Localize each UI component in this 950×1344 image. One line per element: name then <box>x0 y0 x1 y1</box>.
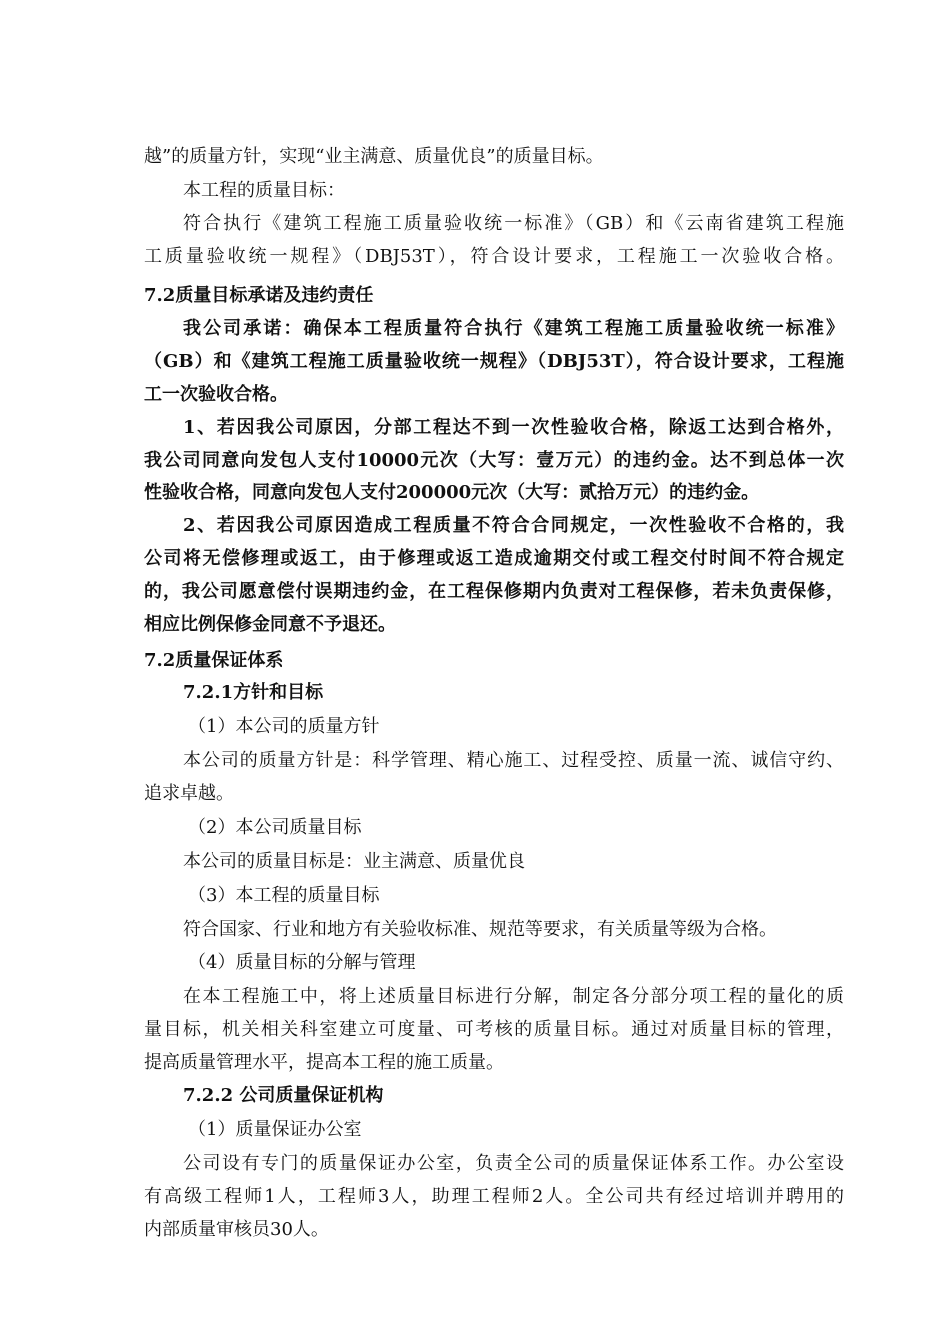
paragraph-line: 的，我公司愿意偿付误期违约金，在工程保修期内负责对工程保修，若未负责保修， <box>144 581 844 602</box>
paragraph-line: 公司将无偿修理或返工，由于修理或返工造成逾期交付或工程交付时间不符合规定 <box>144 548 844 569</box>
subsection-heading: 7.2.1方针和目标 <box>183 682 324 703</box>
list-heading: （3）本工程的质量目标 <box>188 885 380 906</box>
list-heading: （1）本公司的质量方针 <box>188 716 380 737</box>
section-heading: 7.2质量目标承诺及违约责任 <box>144 285 374 306</box>
paragraph-line: 追求卓越。 <box>144 783 234 804</box>
paragraph-line: 我公司同意向发包人支付10000元次（大写：壹万元）的违约金。达不到总体一次 <box>144 450 844 471</box>
paragraph-line: 本工程的质量目标： <box>183 180 345 201</box>
paragraph-line: 有高级工程师1人，工程师3人，助理工程师2人。全公司共有经过培训并聘用的 <box>144 1186 844 1207</box>
list-heading: （2）本公司质量目标 <box>188 817 362 838</box>
paragraph-line: 本公司的质量方针是：科学管理、精心施工、过程受控、质量一流、诚信守约、 <box>183 750 844 771</box>
paragraph-line: 越”的质量方针，实现“业主满意、质量优良”的质量目标。 <box>144 146 604 167</box>
paragraph-line: （GB）和《建筑工程施工质量验收统一规程》（DBJ53T），符合设计要求，工程施 <box>144 351 844 372</box>
paragraph-line: 2、若因我公司原因造成工程质量不符合合同规定，一次性验收不合格的，我 <box>183 515 844 536</box>
list-heading: （4）质量目标的分解与管理 <box>188 952 416 973</box>
paragraph-line: 提高质量管理水平，提高本工程的施工质量。 <box>144 1052 504 1073</box>
paragraph-line: 相应比例保修金同意不予退还。 <box>144 614 396 635</box>
paragraph-line: 公司设有专门的质量保证办公室，负责全公司的质量保证体系工作。办公室设 <box>183 1153 844 1174</box>
list-heading: （1）质量保证办公室 <box>188 1119 362 1140</box>
paragraph-line: 符合国家、行业和地方有关验收标准、规范等要求，有关质量等级为合格。 <box>183 919 777 940</box>
paragraph-line: 在本工程施工中，将上述质量目标进行分解，制定各分部分项工程的量化的质 <box>183 986 844 1007</box>
section-heading: 7.2质量保证体系 <box>144 650 284 671</box>
paragraph-line: 本公司的质量目标是：业主满意、质量优良 <box>183 851 525 872</box>
paragraph-line: 工质量验收统一规程》（DBJ53T），符合设计要求，工程施工一次验收合格。 <box>144 246 844 267</box>
paragraph-line: 量目标，机关相关科室建立可度量、可考核的质量目标。通过对质量目标的管理， <box>144 1019 844 1040</box>
paragraph-line: 工一次验收合格。 <box>144 384 288 405</box>
paragraph-line: 我公司承诺：确保本工程质量符合执行《建筑工程施工质量验收统一标准》 <box>183 318 844 339</box>
paragraph-line: 性验收合格，同意向发包人支付200000元次（大写：贰拾万元）的违约金。 <box>144 482 760 503</box>
paragraph-line: 内部质量审核员30人。 <box>144 1219 329 1240</box>
paragraph-line: 符合执行《建筑工程施工质量验收统一标准》（GB）和《云南省建筑工程施 <box>183 213 844 234</box>
subsection-heading: 7.2.2 公司质量保证机构 <box>183 1085 384 1106</box>
paragraph-line: 1、若因我公司原因，分部工程达不到一次性验收合格，除返工达到合格外， <box>183 417 844 438</box>
